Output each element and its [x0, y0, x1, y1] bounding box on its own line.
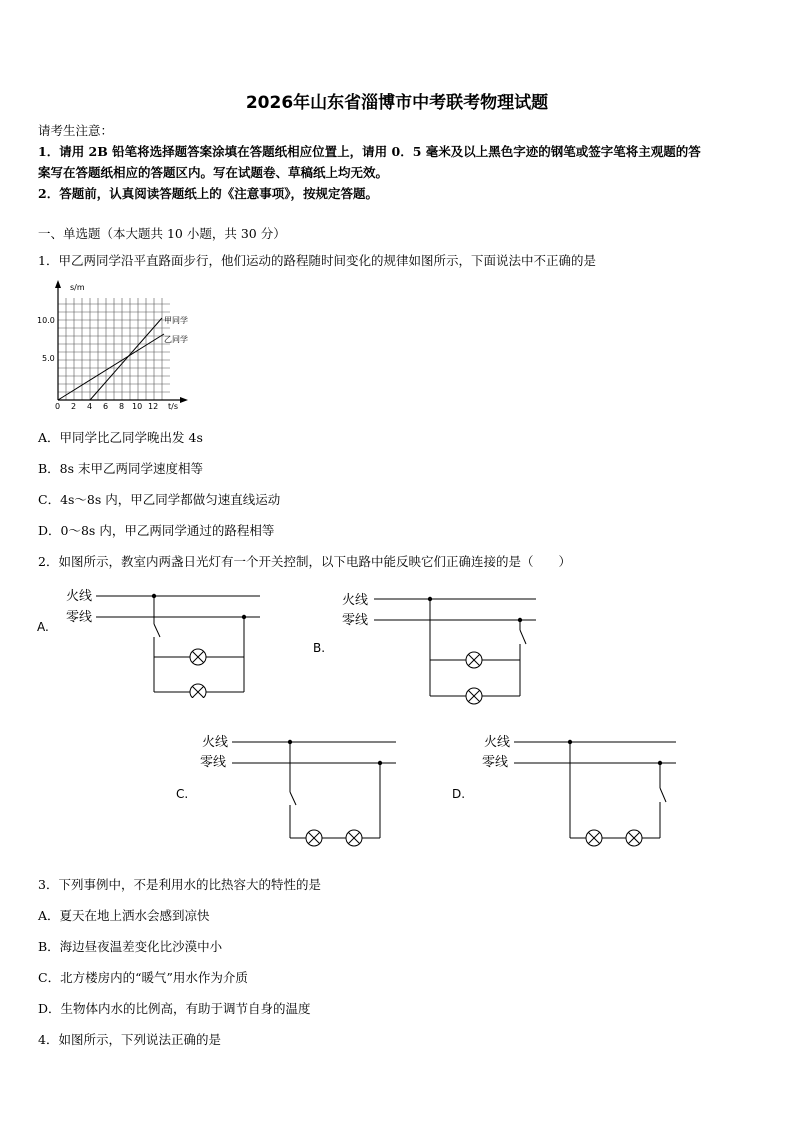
y-axis-arrow-icon	[55, 280, 61, 288]
legend-yi: 乙同学	[164, 335, 188, 344]
q1-option-d: D．0～8s 内，甲乙两同学通过的路程相等	[38, 523, 275, 538]
question-1-stem: 1．甲乙两同学沿平直路面步行，他们运动的路程随时间变化的规律如图所示，下面说法中不正确的是	[38, 253, 596, 268]
circuit-d-live-label: 火线	[484, 735, 511, 750]
question-2-stem: 2．如图所示，教室内两盏日光灯有一个开关控制，以下电路中能反映它们正确连接的是（ ）	[38, 554, 571, 569]
x-tick-4: 4	[87, 402, 93, 411]
circuit-a-live-label: 火线	[66, 589, 93, 604]
circuit-b-label: B.	[313, 641, 326, 655]
notice-line-1a: 1．请用 2B 铅笔将选择题答案涂填在答题纸相应位置上，请用 0．5 毫米及以上黑色字迹的钢笔或签字笔将主观题的答	[38, 144, 701, 159]
x-tick-12: 12	[148, 402, 159, 411]
graph-grid	[58, 298, 170, 400]
q3-option-a: A．夏天在地上洒水会感到凉快	[38, 908, 210, 923]
circuit-c	[172, 732, 412, 852]
legend-jia: 甲同学	[164, 316, 188, 325]
circuit-b-neutral-label: 零线	[342, 613, 369, 628]
notice-heading: 请考生注意：	[38, 123, 114, 138]
notice-line-1b: 案写在答题纸相应的答题区内。写在试题卷、草稿纸上均无效。	[38, 165, 389, 180]
lamp-icon	[190, 649, 206, 665]
x-axis-label: t/s	[168, 402, 178, 411]
x-tick-10: 10	[132, 402, 143, 411]
circuit-d-neutral-label: 零线	[482, 755, 509, 770]
question-4-stem: 4．如图所示，下列说法正确的是	[38, 1032, 221, 1047]
lamp-icon	[586, 830, 602, 846]
line-jia	[90, 318, 162, 400]
lamp-icon	[466, 652, 482, 668]
y-tick-5: 5.0	[42, 354, 55, 363]
q1-option-b: B．8s 末甲乙两同学速度相等	[38, 461, 204, 476]
circuit-b	[312, 588, 552, 708]
circuit-a-neutral-label: 零线	[66, 610, 93, 625]
lamp-icon	[190, 684, 206, 698]
q1-option-a: A．甲同学比乙同学晚出发 4s	[38, 430, 203, 445]
page-title: 2026年山东省淄博市中考联考物理试题	[245, 93, 549, 113]
lamp-icon	[466, 688, 482, 704]
circuit-a-label: A.	[37, 620, 49, 634]
y-axis-label: s/m	[70, 283, 85, 292]
x-tick-2: 2	[71, 402, 77, 411]
circuit-c-neutral-label: 零线	[200, 755, 227, 770]
x-axis-arrow-icon	[180, 397, 188, 403]
q1-distance-time-graph	[34, 278, 196, 412]
section-heading: 一、单选题（本大题共 10 小题，共 30 分）	[38, 226, 286, 241]
question-3-stem: 3．下列事例中，不是利用水的比热容大的特性的是	[38, 877, 321, 892]
x-tick-8: 8	[119, 402, 125, 411]
circuit-c-label: C.	[176, 787, 189, 801]
circuit-d-label: D.	[452, 787, 466, 801]
notice-line-2: 2．答题前，认真阅读答题纸上的《注意事项》，按规定答题。	[38, 186, 378, 201]
lamp-icon	[306, 830, 322, 846]
x-tick-0: 0	[55, 402, 61, 411]
circuit-c-live-label: 火线	[202, 735, 229, 750]
q3-option-c: C．北方楼房内的“暖气”用水作为介质	[38, 970, 248, 985]
y-tick-10: 10.0	[37, 316, 55, 325]
lamp-icon	[346, 830, 362, 846]
q3-option-d: D．生物体内水的比例高，有助于调节自身的温度	[38, 1001, 311, 1016]
circuit-d	[450, 732, 690, 852]
circuit-b-live-label: 火线	[342, 593, 369, 608]
circuit-a	[36, 586, 266, 698]
q3-option-b: B．海边昼夜温差变化比沙漠中小	[38, 939, 223, 954]
x-tick-6: 6	[103, 402, 109, 411]
lamp-icon	[626, 830, 642, 846]
q1-option-c: C．4s～8s 内，甲乙同学都做匀速直线运动	[38, 492, 281, 507]
